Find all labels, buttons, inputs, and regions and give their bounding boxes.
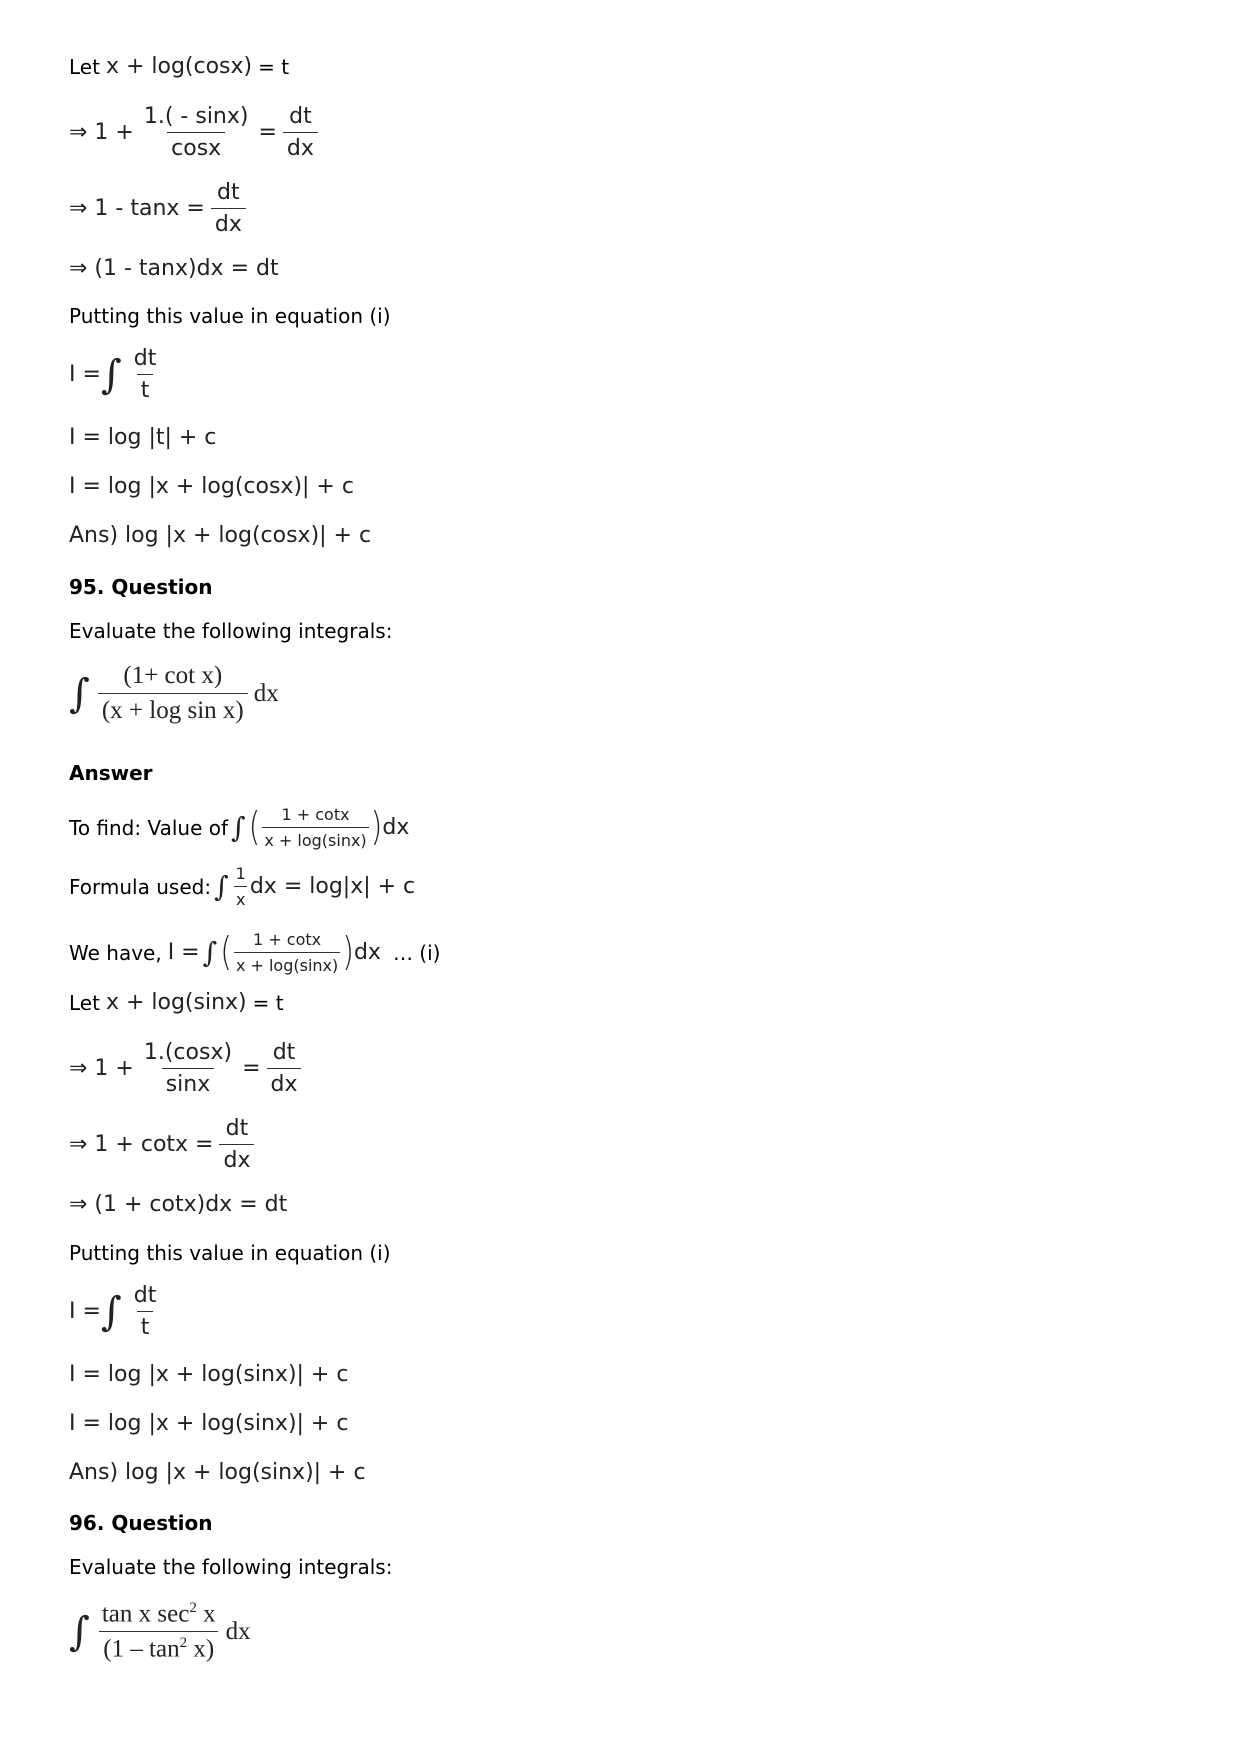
fraction-denominator — [99, 1631, 218, 1663]
integral-sign: ∫ — [69, 670, 90, 717]
denominator-variable: x) — [187, 1635, 215, 1663]
derivative-step-1 — [69, 1040, 307, 1097]
integrand-fraction — [98, 662, 248, 725]
result-line-1: I = log |x + log(sinx)| + c — [69, 1362, 349, 1387]
differential: dx — [225, 1617, 251, 1645]
integral-sign: ∫ — [202, 936, 218, 969]
fraction-numerator: 1 + cotx — [281, 805, 350, 824]
one-over-x-fraction — [234, 864, 248, 909]
formula-label: Formula used: — [69, 874, 212, 899]
answer-line: Ans) log |x + log(cosx)| + c — [69, 523, 372, 548]
dt-dx-fraction — [219, 1116, 254, 1173]
fraction-denominator: dx — [283, 132, 318, 161]
dt-dx-fraction — [283, 104, 318, 161]
fraction-denominator: dx — [211, 208, 246, 237]
fraction-denominator: sinx — [162, 1068, 215, 1097]
fraction-numerator: dt — [289, 104, 312, 129]
fraction-numerator: dt — [217, 180, 240, 205]
fraction-numerator: dt — [272, 1040, 296, 1065]
integral-sign: ∫ — [100, 351, 122, 398]
integrand-fraction — [98, 1600, 220, 1664]
fraction — [140, 104, 253, 161]
substitution-equals: = t — [252, 990, 284, 1015]
integral-sign: ∫ — [69, 1608, 90, 1655]
let-label: Let — [69, 990, 100, 1015]
let-label: Let — [69, 54, 100, 79]
equals-sign: = — [242, 1056, 261, 1081]
fraction-numerator — [98, 1600, 220, 1631]
integrand-fraction — [234, 930, 340, 975]
numerator-text: tan x sec — [101, 1600, 190, 1628]
numerator-variable: x — [196, 1600, 216, 1628]
question-96-heading: 96. Question — [69, 1511, 213, 1535]
dt-t-fraction — [130, 1283, 161, 1340]
integral-dt-over-t — [69, 346, 166, 403]
answer-line: Ans) log |x + log(sinx)| + c — [69, 1460, 366, 1485]
question-95-integral — [69, 662, 279, 725]
open-paren: ( — [248, 804, 261, 851]
fraction-numerator: 1.(cosx) — [143, 1040, 233, 1065]
dt-dx-fraction — [267, 1040, 302, 1097]
equals-sign: = — [258, 120, 277, 145]
fraction-numerator: dt — [225, 1116, 249, 1141]
derivative-step-2 — [69, 180, 252, 237]
we-have-line — [69, 930, 440, 975]
question-95-heading: 95. Question — [69, 575, 213, 599]
differential: dx — [253, 679, 279, 707]
differential: dx — [382, 815, 410, 840]
fraction-numerator: 1.( - sinx) — [143, 104, 249, 129]
substitution-expression: x + log(cosx) — [105, 54, 253, 79]
fraction-denominator: x + log(sinx) — [234, 952, 340, 975]
putting-value-text: Putting this value in equation (i) — [69, 1241, 391, 1265]
integral-dt-over-t — [69, 1283, 166, 1340]
question-95-prompt: Evaluate the following integrals: — [69, 619, 393, 643]
step-prefix: ⇒ 1 + — [69, 120, 134, 145]
close-paren: ) — [342, 929, 354, 976]
close-paren: ) — [370, 804, 383, 851]
derivative-step-2 — [69, 1116, 260, 1173]
fraction-numerator: (1+ cot x) — [123, 662, 223, 689]
fraction-numerator: dt — [133, 346, 157, 371]
differential: dx — [353, 940, 381, 965]
fraction-numerator: 1 + cotx — [253, 930, 322, 949]
derivative-step-3: ⇒ (1 - tanx)dx = dt — [69, 256, 279, 281]
to-find-label: To find: Value of — [69, 815, 229, 840]
question-96-prompt: Evaluate the following integrals: — [69, 1555, 393, 1579]
fraction-denominator: x — [234, 886, 247, 909]
result-line-2: I = log |x + log(sinx)| + c — [69, 1411, 349, 1436]
lhs: I = — [69, 1299, 101, 1324]
derivative-step-1 — [69, 104, 324, 161]
formula-rhs: dx = log|x| + c — [249, 874, 416, 899]
fraction — [140, 1040, 236, 1097]
open-paren: ( — [220, 929, 232, 976]
denominator-exponent: 2 — [179, 1635, 188, 1652]
fraction-denominator: x + log(sinx) — [262, 827, 368, 850]
fraction-denominator: cosx — [167, 132, 225, 161]
substitution-expression: x + log(sinx) — [105, 990, 247, 1015]
result-line-2: I = log |x + log(cosx)| + c — [69, 474, 354, 499]
fraction-denominator: dx — [219, 1144, 254, 1173]
fraction-denominator: (x + log sin x) — [98, 693, 248, 725]
fraction-numerator: dt — [133, 1283, 157, 1308]
result-line-1: I = log |t| + c — [69, 425, 217, 450]
lhs: I = — [69, 362, 101, 387]
fraction-denominator: t — [137, 1311, 154, 1340]
integrand-fraction — [262, 805, 368, 850]
step-expression: ⇒ 1 - tanx = — [69, 196, 205, 221]
derivative-step-3: ⇒ (1 + cotx)dx = dt — [69, 1192, 288, 1217]
numerator-exponent: 2 — [189, 1600, 197, 1616]
step-expression: ⇒ 1 + cotx = — [69, 1132, 214, 1157]
equation-reference: … (i) — [392, 940, 441, 965]
integral-sign: ∫ — [100, 1288, 122, 1335]
putting-value-text: Putting this value in equation (i) — [69, 304, 391, 328]
integral-sign: ∫ — [231, 811, 246, 844]
denominator-text: (1 – tan — [103, 1635, 180, 1663]
we-have-label: We have, — [69, 940, 162, 965]
fraction-denominator: t — [137, 374, 154, 403]
dt-t-fraction — [130, 346, 161, 403]
dt-dx-fraction — [211, 180, 246, 237]
answer-heading: Answer — [69, 761, 153, 785]
formula-used-line — [69, 864, 415, 909]
step-prefix: ⇒ 1 + — [69, 1056, 134, 1081]
fraction-denominator: dx — [267, 1068, 302, 1097]
substitution-line — [69, 990, 284, 1015]
to-find-line — [69, 805, 409, 850]
fraction-numerator: 1 — [235, 864, 246, 883]
question-96-integral — [69, 1600, 251, 1664]
substitution-line — [69, 54, 289, 79]
substitution-equals: = t — [258, 54, 290, 79]
integral-sign: ∫ — [214, 870, 229, 903]
lhs: I = — [167, 940, 200, 965]
